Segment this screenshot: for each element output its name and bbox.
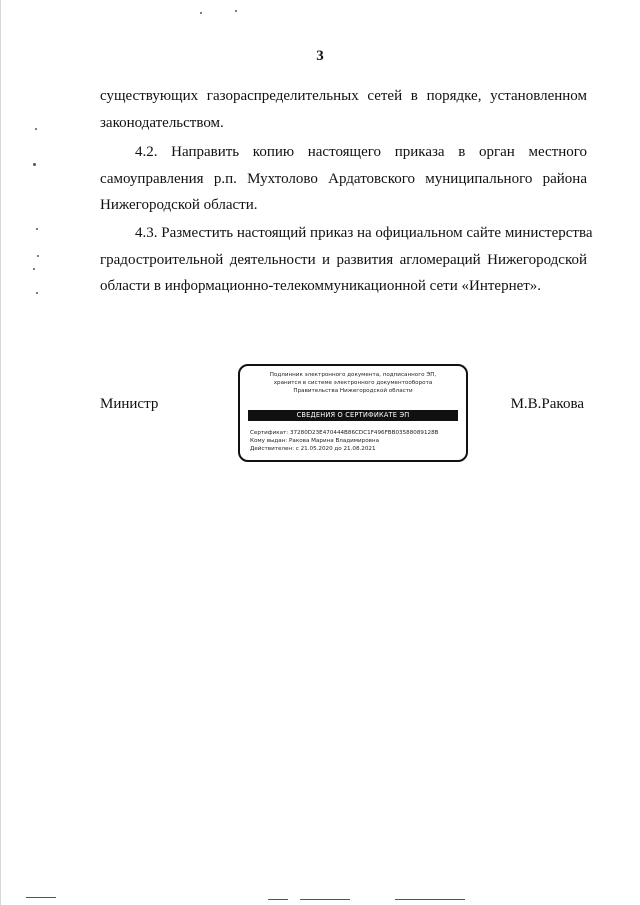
paragraph-4-2 xyxy=(100,139,587,219)
scan-speck xyxy=(36,228,38,230)
paragraph-line: законодательством. xyxy=(100,114,224,131)
stamp-header-line: Подлинник электронного документа, подписанного ЭП, xyxy=(269,372,437,378)
certificate-value: 37280D23E470444B86CDC1F496FBB03588089128B xyxy=(289,430,439,436)
signatory-name: М.В.Ракова xyxy=(510,396,584,412)
scan-speck xyxy=(37,255,39,257)
page-left-edge xyxy=(0,0,1,905)
paragraph-continuation xyxy=(100,83,587,136)
scan-edge-mark xyxy=(395,899,465,900)
scan-edge-mark xyxy=(26,897,56,898)
issued-to-value: Ракова Марина Владимировна xyxy=(289,438,380,444)
certificate-label: Сертификат: xyxy=(250,430,289,436)
paragraph-line: Нижегородской области. xyxy=(100,197,258,213)
signatory-title: Министр xyxy=(100,396,159,412)
paragraph-line: области в информационно-телекоммуникационной сети «Интернет». xyxy=(100,278,542,294)
stamp-certificate-band: СВЕДЕНИЯ О СЕРТИФИКАТЕ ЭП xyxy=(248,410,458,421)
paragraph-4-3 xyxy=(100,220,593,300)
stamp-certificate-row xyxy=(250,429,460,437)
scan-speck xyxy=(33,163,36,166)
paragraph-line: градостроительной деятельности и развития агломераций Нижегородской xyxy=(100,251,587,268)
stamp-header xyxy=(246,372,460,395)
scan-edge-mark xyxy=(300,899,350,900)
paragraph-line: существующих газораспределительных сетей в порядке, установленном xyxy=(100,88,587,104)
scan-edge-mark xyxy=(268,899,288,900)
page-number: 3 xyxy=(316,48,324,64)
issued-to-label: Кому выдан: xyxy=(250,438,288,444)
scan-speck xyxy=(35,128,37,130)
stamp-issued-row xyxy=(250,437,460,445)
electronic-signature-stamp xyxy=(238,364,468,462)
stamp-header-line: Правительства Нижегородской области xyxy=(293,387,413,394)
valid-label: Действителен: xyxy=(250,446,294,452)
scan-speck xyxy=(235,10,237,12)
paragraph-line: 4.2. Направить копию настоящего приказа в орган местного xyxy=(135,144,587,160)
scan-speck xyxy=(36,292,38,294)
paragraph-line: самоуправления р.п. Мухтолово Ардатовского муниципального района xyxy=(100,170,587,187)
stamp-header-line: хранится в системе электронного документооборота xyxy=(273,379,433,386)
scan-speck xyxy=(33,268,35,270)
paragraph-line: 4.3. Разместить настоящий приказ на официальном сайте министерства xyxy=(135,225,593,241)
scan-speck xyxy=(200,12,202,14)
stamp-valid-row xyxy=(250,445,460,453)
valid-value: с 21.05.2020 до 21.08.2021 xyxy=(295,446,376,452)
stamp-certificate-details xyxy=(250,429,460,453)
